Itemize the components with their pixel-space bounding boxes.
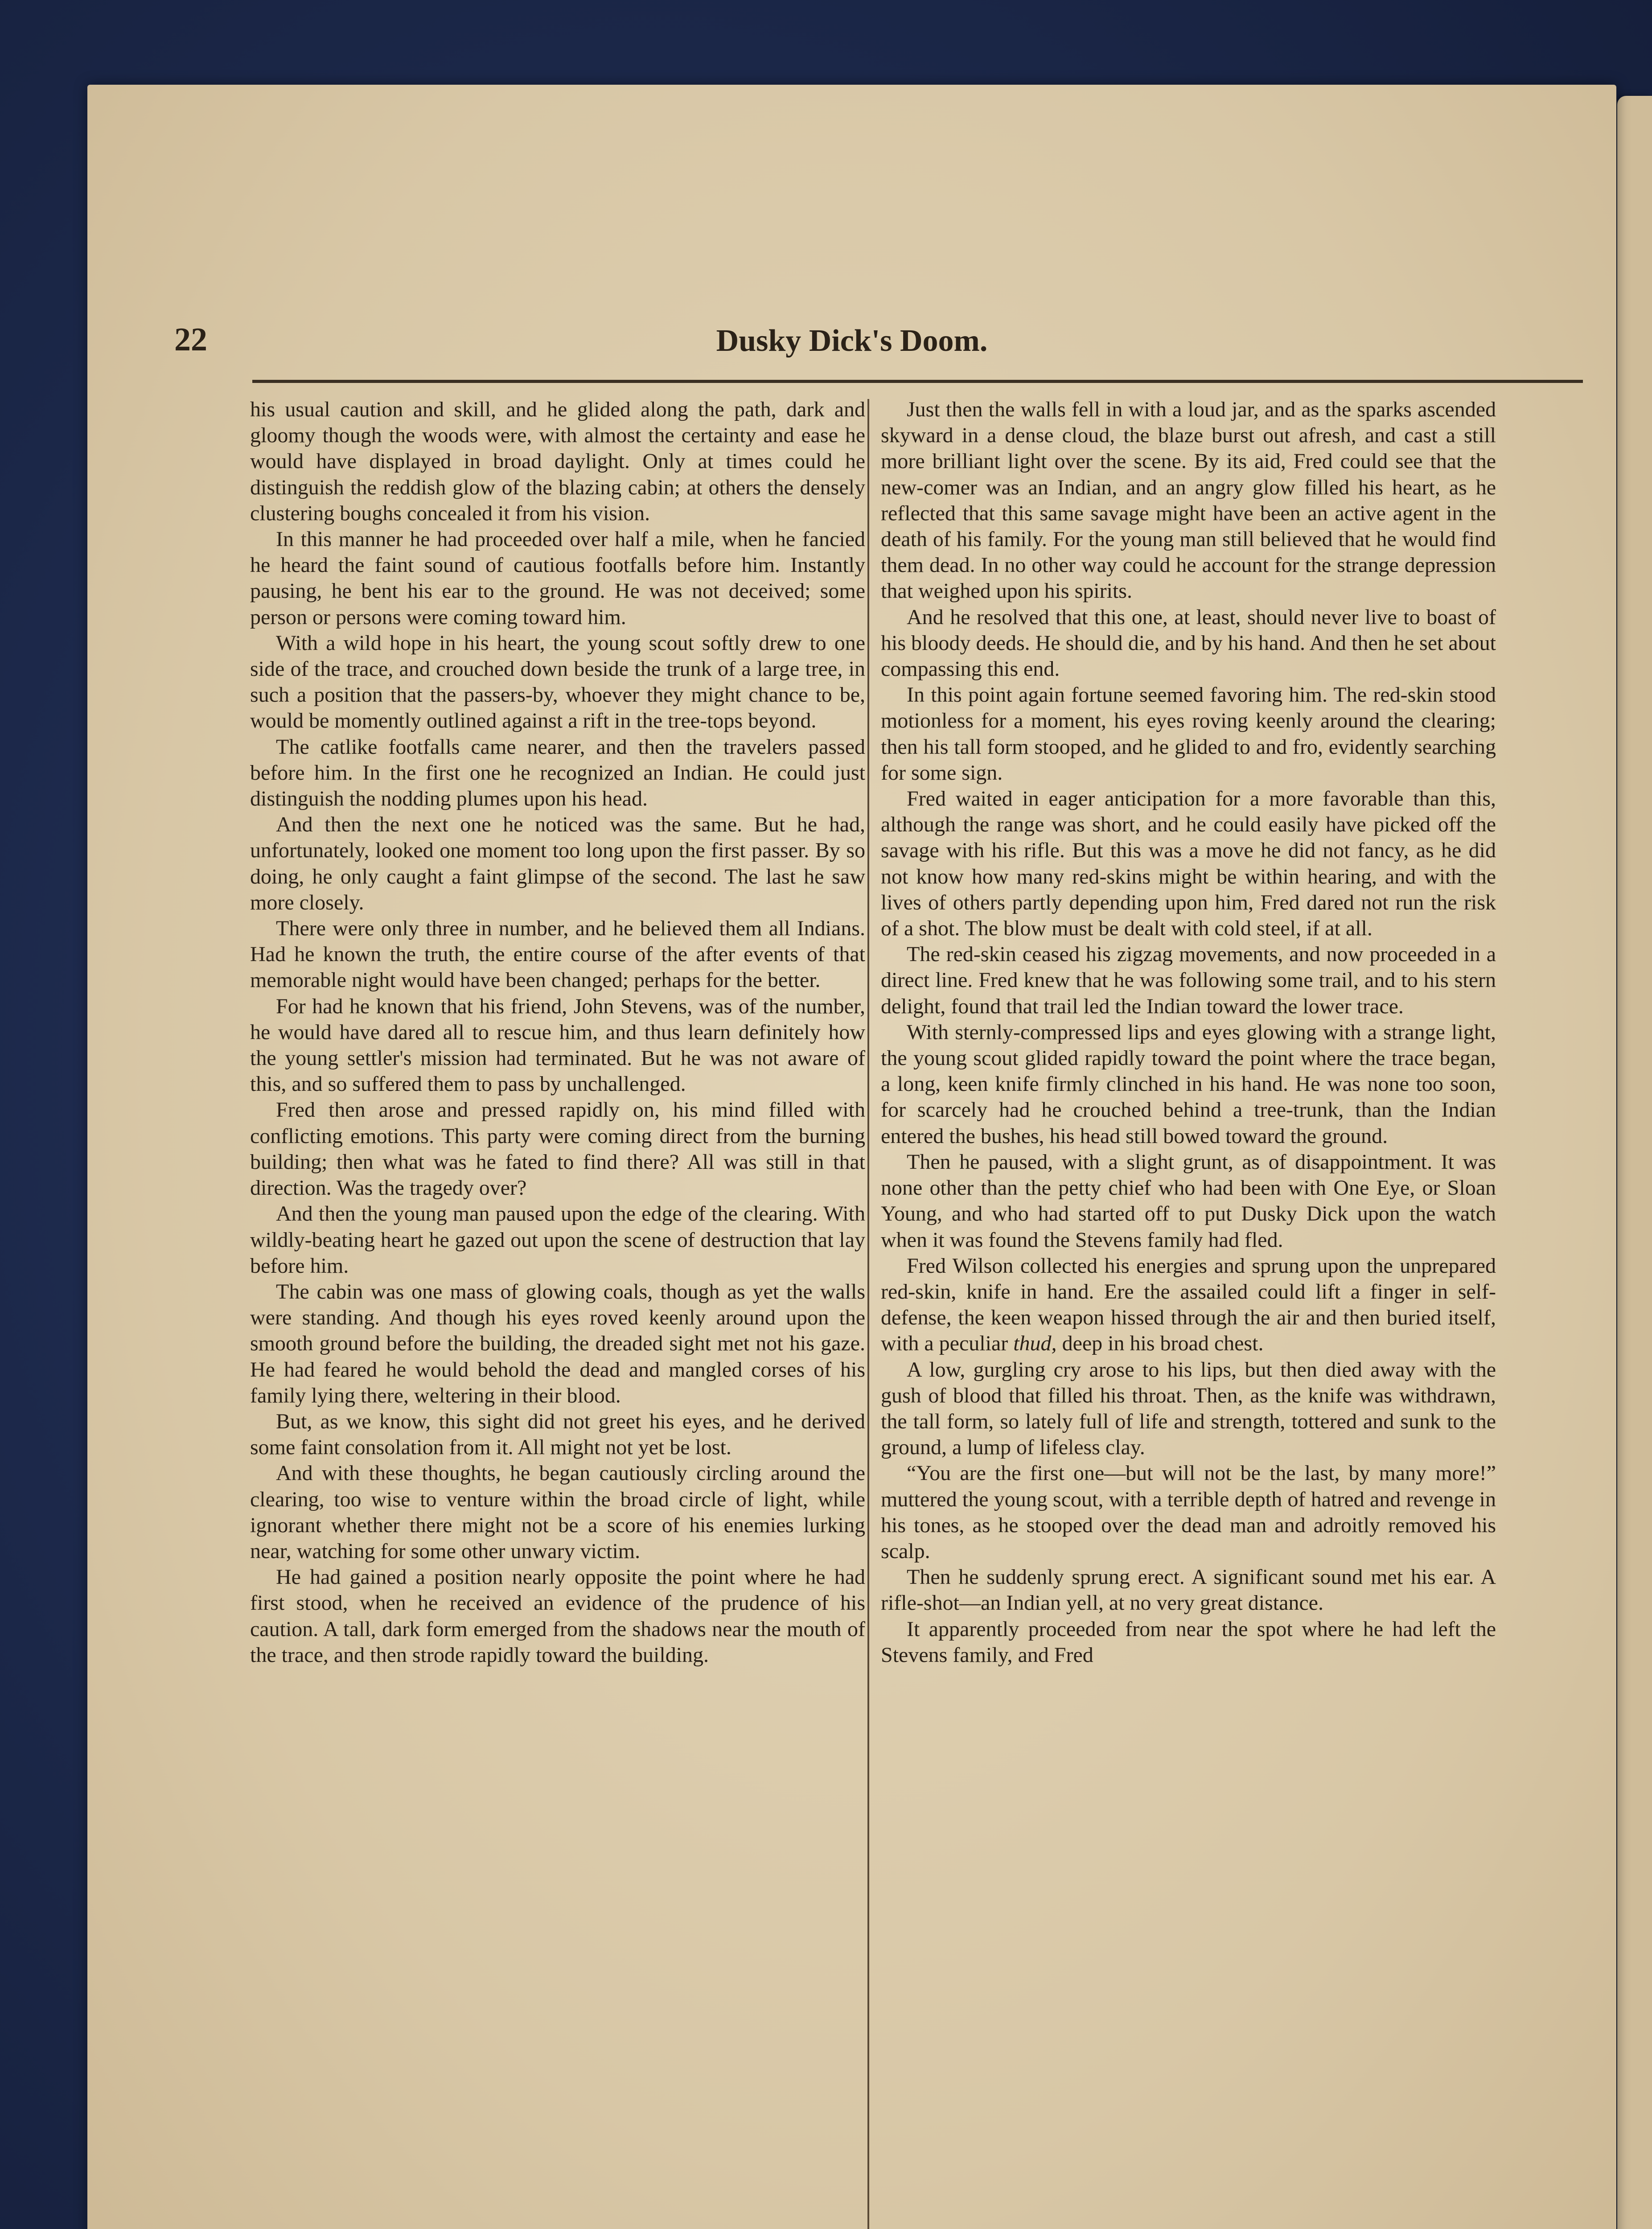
paragraph: “You are the first one—but will not be the last, by many more!” muttered the young scout, with a terrible depth of hatred and revenge in his tones, as he stooped over the dead man and adroitly removed his scalp.: [881, 1461, 1496, 1563]
column-divider: [867, 399, 869, 2229]
page-number: 22: [174, 321, 207, 358]
paragraph: It apparently proceeded from near the spot where he had left the Stevens family, and Fred: [881, 1617, 1496, 1667]
header-rule: [252, 380, 1583, 383]
paragraph: There were only three in number, and he believed them all Indians. Had he known the truth, the entire course of the after events of that memorable night would have been changed; perhaps for the better.: [250, 917, 865, 992]
paragraph: Then he suddenly sprung erect. A significant sound met his ear. A rifle-shot—an Indian yell, at no very great distance.: [881, 1565, 1496, 1615]
paragraph: Just then the walls fell in with a loud jar, and as the sparks ascended skyward in a dense cloud, the blaze burst out afresh, and cast a still more brilliant light over the scene. By its aid, Fred could see that the new-comer was an Indian, and an angry glow filled his heart, as he reflected that this same savage might have been an active agent in the death of his family. For the young man still believed that he would find them dead. In no other way could he account for the strange depression that weighed upon his spirits.: [881, 398, 1496, 603]
paragraph-thud: [881, 1253, 1496, 1357]
paragraph: The catlike footfalls came nearer, and then the travelers passed before him. In the first one he recognized an Indian. He could just distinguish the nodding plumes upon his head.: [250, 735, 865, 811]
paragraph: A low, gurgling cry arose to his lips, but then died away with the gush of blood that filled his throat. Then, as the knife was withdrawn, the tall form, so lately full of life and strength, tottered and sunk to the ground, a lump of lifeless clay.: [881, 1357, 1496, 1460]
paragraph: In this point again fortune seemed favoring him. The red-skin stood motionless for a moment, his eyes roving keenly around the clearing; then his tall form stooped, and he glided to and fro, evidently searching for some sign.: [881, 683, 1496, 785]
paragraph: And then the next one he noticed was the same. But he had, unfortunately, looked one moment too long upon the first passer. By so doing, he only caught a faint glimpse of the second. The last he saw more closely.: [250, 813, 865, 914]
paragraph: The cabin was one mass of glowing coals, though as yet the walls were standing. And though his eyes roved keenly around upon the smooth ground before the building, the dreaded sight met not his gaze. He had feared he would behold the dead and mangled corses of his family lying there, weltering in their blood.: [250, 1279, 865, 1407]
right-column: [881, 397, 1496, 2229]
paragraph: He had gained a position nearly opposite the point where he had first stood, when he received an evidence of the prudence of his caution. A tall, dark form emerged from the shadows near the mouth of the trace, and then strode rapidly toward the building.: [250, 1565, 865, 1667]
paragraph: Fred waited in eager anticipation for a more favorable than this, although the range was short, and he could easily have picked off the savage with his rifle. But this was a move he did not fancy, as he did not know how many red-skins might be within hearing, and with the lives of others partly depending upon him, Fred dared not run the risk of a shot. The blow must be dealt with cold steel, if at all.: [881, 787, 1496, 941]
paragraph: And he resolved that this one, at least, should never live to boast of his bloody deeds. He should die, and by his hand. And then he set about compassing this end.: [881, 605, 1496, 681]
text-run: Fred Wilson collected his energies and sprung upon the unprepared red-skin, knife in hand. Ere the assailed could lift a finger in self-defense, the keen weapon hissed through the air and then buried itself, with a peculiar: [881, 1254, 1496, 1356]
paragraph: With a wild hope in his heart, the young scout softly drew to one side of the trace, and crouched down beside the trunk of a large tree, in such a position that the passers-by, whoever they might chance to be, would be momently outlined against a rift in the tree-tops beyond.: [250, 631, 865, 733]
text-run: deep in his broad chest.: [1056, 1332, 1264, 1356]
left-column: [250, 397, 865, 2229]
paragraph: And with these thoughts, he began cautiously circling around the clearing, too wise to venture within the broad circle of light, while ignorant whether there might not be a score of his enemies lurking near, watching for some other unwary victim.: [250, 1461, 865, 1563]
running-title: Dusky Dick's Doom.: [716, 324, 988, 358]
paragraph: With sternly-compressed lips and eyes glowing with a strange light, the young scout glided rapidly toward the point where the trace began, a long, keen knife firmly clinched in his hand. He was none too soon, for scarcely had he crouched behind a tree-trunk, than the Indian entered the bushes, his head still bowed toward the ground.: [881, 1020, 1496, 1148]
paragraph: For had he known that his friend, John Stevens, was of the number, he would have dared all to rescue him, and thus learn definitely how the young settler's mission had terminated. But he was not aware of this, and so suffered them to pass by unchallenged.: [250, 994, 865, 1096]
paragraph: Fred then arose and pressed rapidly on, his mind filled with conflicting emotions. This party were coming direct from the burning building; then what was he fated to find there? All was still in that direction. Was the tragedy over?: [250, 1098, 865, 1200]
next-page-edge: [1617, 96, 1652, 2229]
paragraph: But, as we know, this sight did not greet his eyes, and he derived some faint consolation from it. All might not yet be lost.: [250, 1409, 865, 1460]
book-page: [87, 85, 1616, 2229]
paragraph: The red-skin ceased his zigzag movements, and now proceeded in a direct line. Fred knew that he was following some trail, and to his stern delight, found that trail led the Indian toward the lower trace.: [881, 942, 1496, 1018]
italic-word: thud,: [1013, 1332, 1057, 1356]
paragraph: And then the young man paused upon the edge of the clearing. With wildly-beating heart he gazed out upon the scene of destruction that lay before him.: [250, 1202, 865, 1278]
paragraph: his usual caution and skill, and he glided along the path, dark and gloomy though the woods were, with almost the certainty and ease he would have displayed in broad daylight. Only at times could he distinguish the reddish glow of the blazing cabin; at others the densely clustering boughs concealed it from his vision.: [250, 398, 865, 525]
paragraph: Then he paused, with a slight grunt, as of disappointment. It was none other than the petty chief who had been with One Eye, or Sloan Young, and who had started off to put Dusky Dick upon the watch when it was found the Stevens family had fled.: [881, 1150, 1496, 1252]
paragraph: In this manner he had proceeded over half a mile, when he fancied he heard the faint sound of cautious footfalls before him. Instantly pausing, he bent his ear to the ground. He was not deceived; some person or persons were coming toward him.: [250, 527, 865, 629]
